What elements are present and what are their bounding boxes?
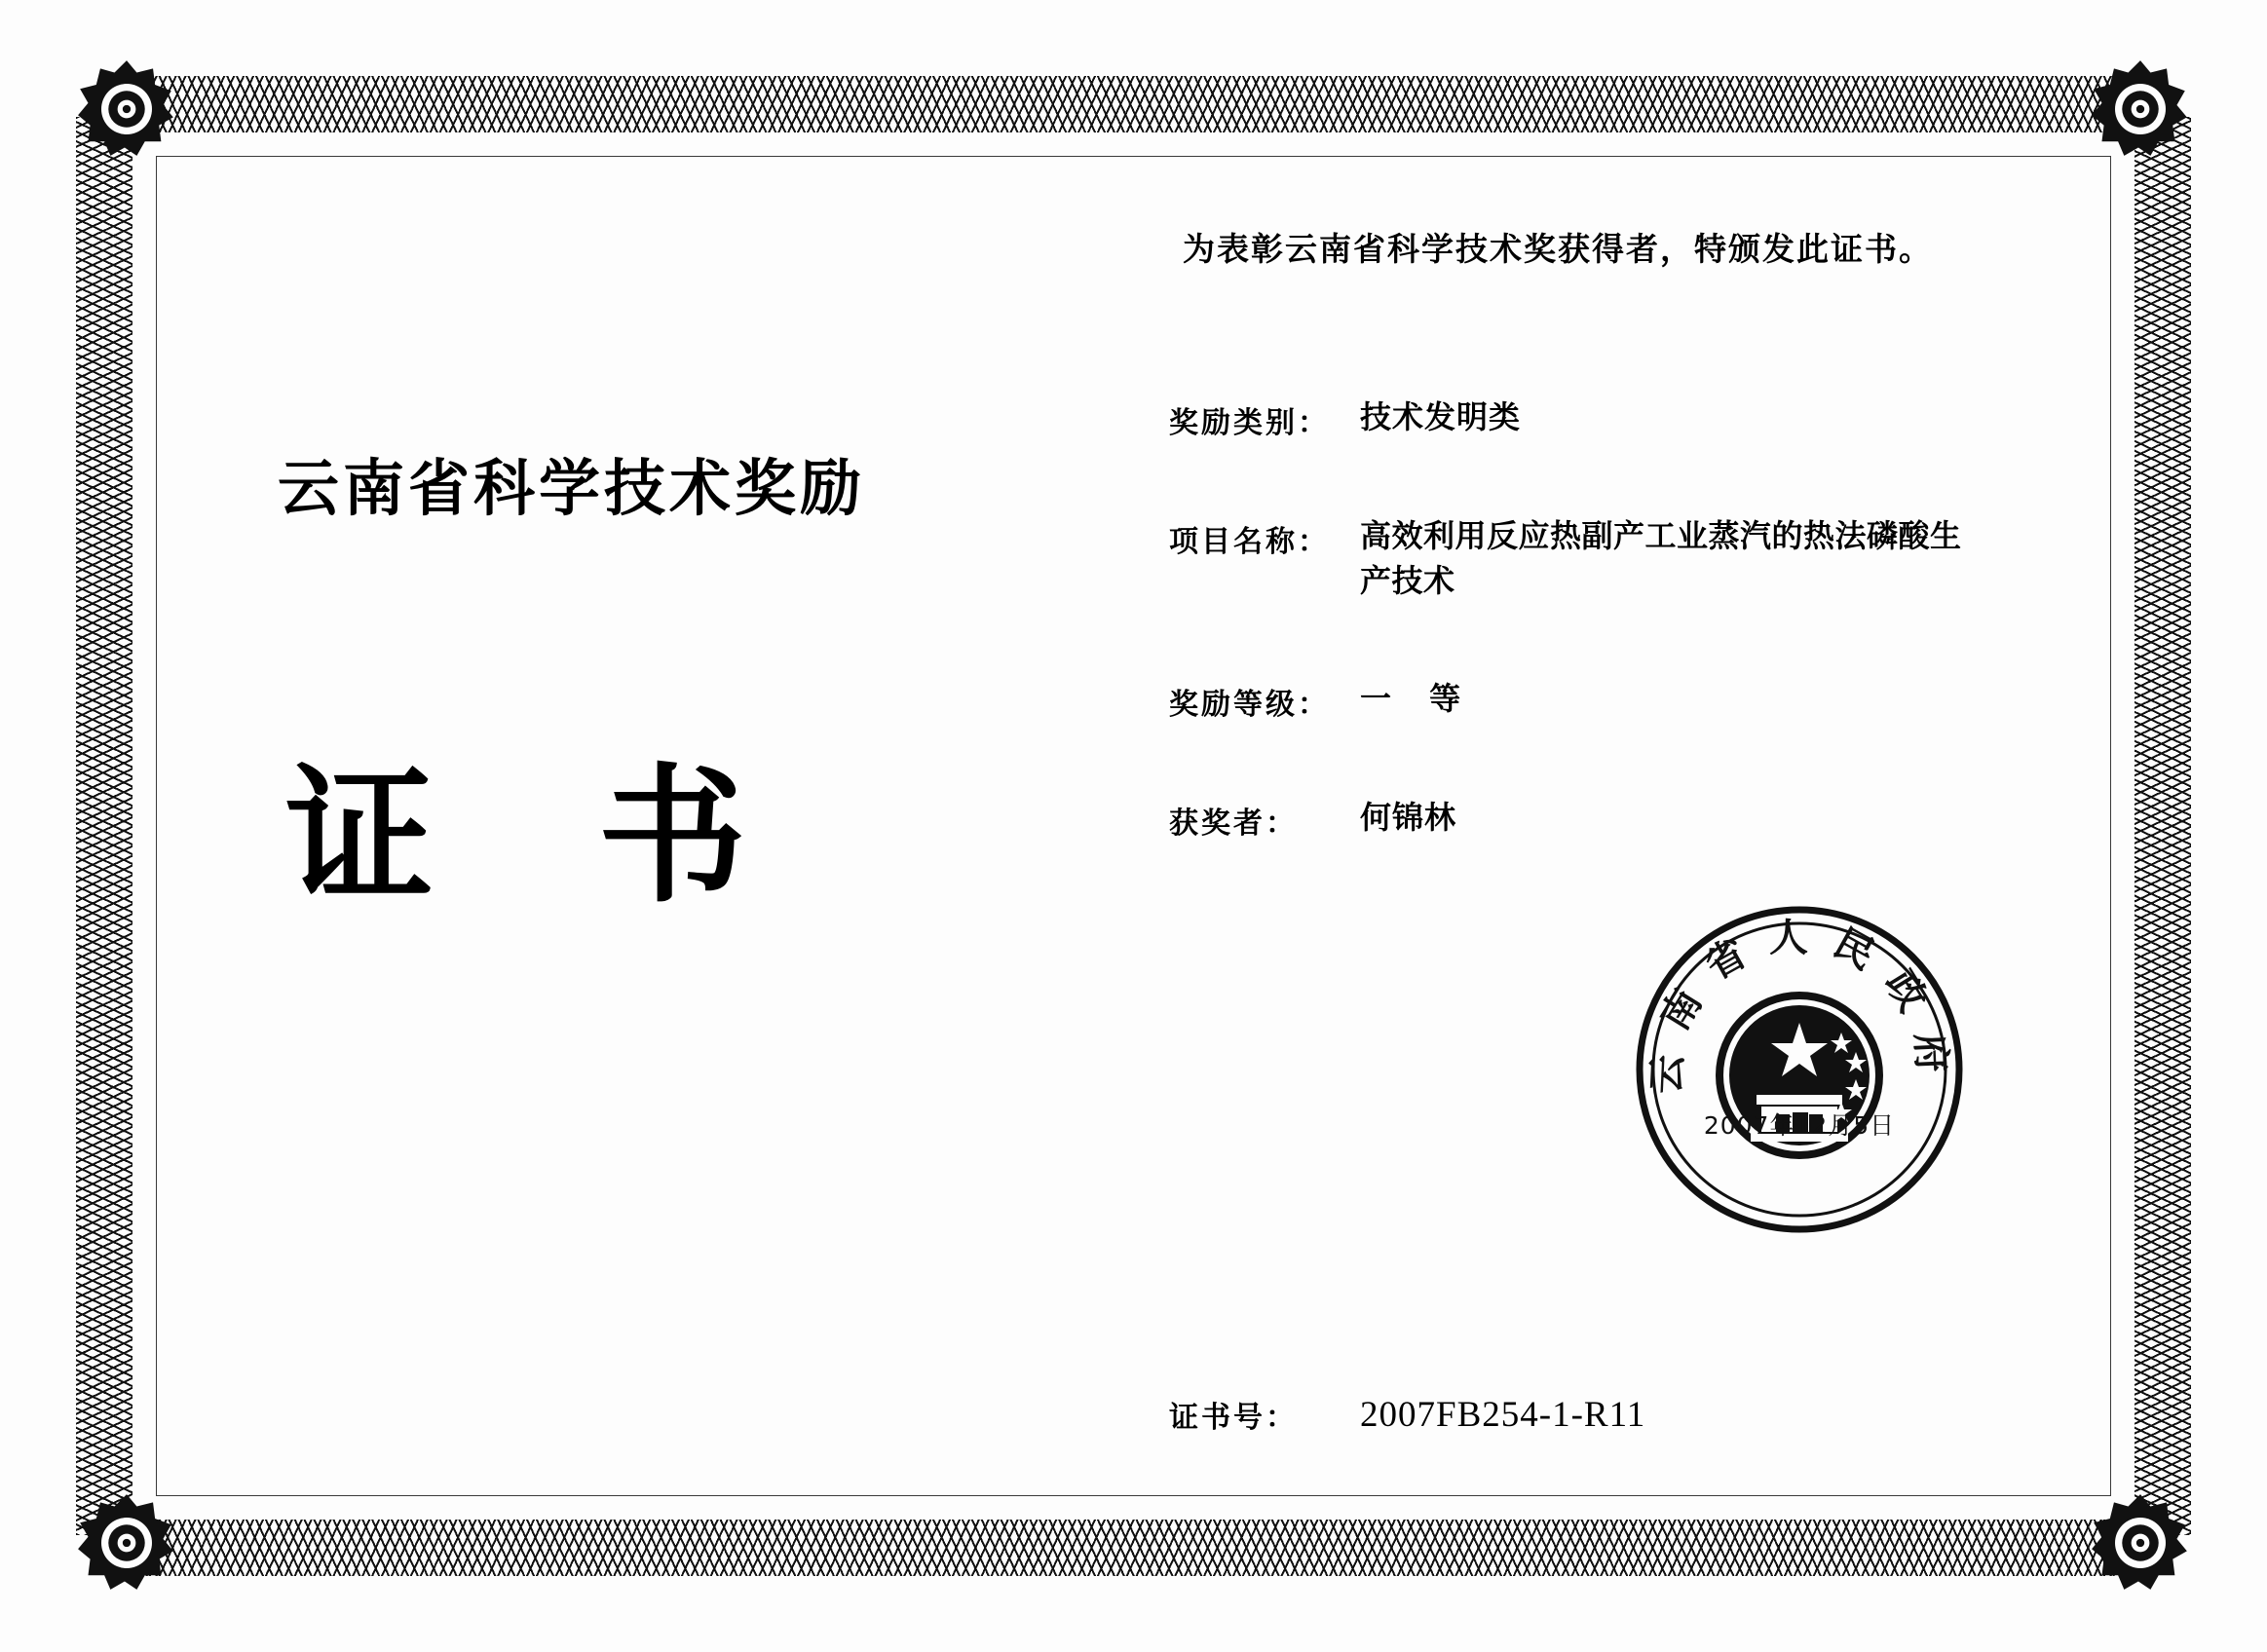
svg-text:云南省人民政府: 云南省人民政府 [1644, 916, 1955, 1095]
corner-rosette-icon [76, 58, 177, 160]
field-value: 高效利用反应热副产工业蒸汽的热法磷酸生产技术 [1360, 517, 1962, 600]
border-band-bottom [117, 1520, 2150, 1576]
title-block [278, 453, 1057, 922]
preamble-text: 为表彰云南省科学技术奖获得者，特颁发此证书。 [1183, 230, 1933, 268]
border-band-right [2135, 117, 2191, 1535]
certificate-word: 证 书 [285, 750, 803, 922]
details-block [1169, 224, 2092, 842]
field-label: 项目名称： [1169, 525, 1330, 559]
seal-graphic [1634, 904, 1965, 1235]
award-title: 云南省科学技术奖励 [278, 453, 865, 524]
official-seal [1634, 904, 1965, 1235]
field-recipient [1169, 795, 2092, 842]
corner-rosette-icon [76, 1492, 177, 1594]
certificate-number-label: 证书号： [1169, 1401, 1298, 1435]
field-value: 技术发明类 [1360, 398, 1522, 435]
field-award-grade [1169, 676, 2092, 723]
field-project-name [1169, 513, 2092, 604]
corner-rosette-icon [2090, 58, 2191, 160]
field-award-category [1169, 394, 2092, 441]
seal-date: 2007年12月5日 [1703, 1111, 1896, 1140]
field-value: 一 等 [1360, 679, 1475, 717]
certificate-content [175, 175, 2092, 1477]
border-band-left [76, 117, 132, 1535]
field-label: 获奖者： [1169, 806, 1298, 841]
certificate-number-value: 2007FB254-1-R11 [1360, 1394, 1646, 1435]
field-label: 奖励等级： [1169, 687, 1330, 722]
corner-rosette-icon [2090, 1492, 2191, 1594]
field-value: 何锦林 [1360, 798, 1457, 836]
certificate-number-row [1169, 1393, 1645, 1436]
border-band-top [117, 76, 2150, 132]
field-label: 奖励类别： [1169, 406, 1330, 440]
